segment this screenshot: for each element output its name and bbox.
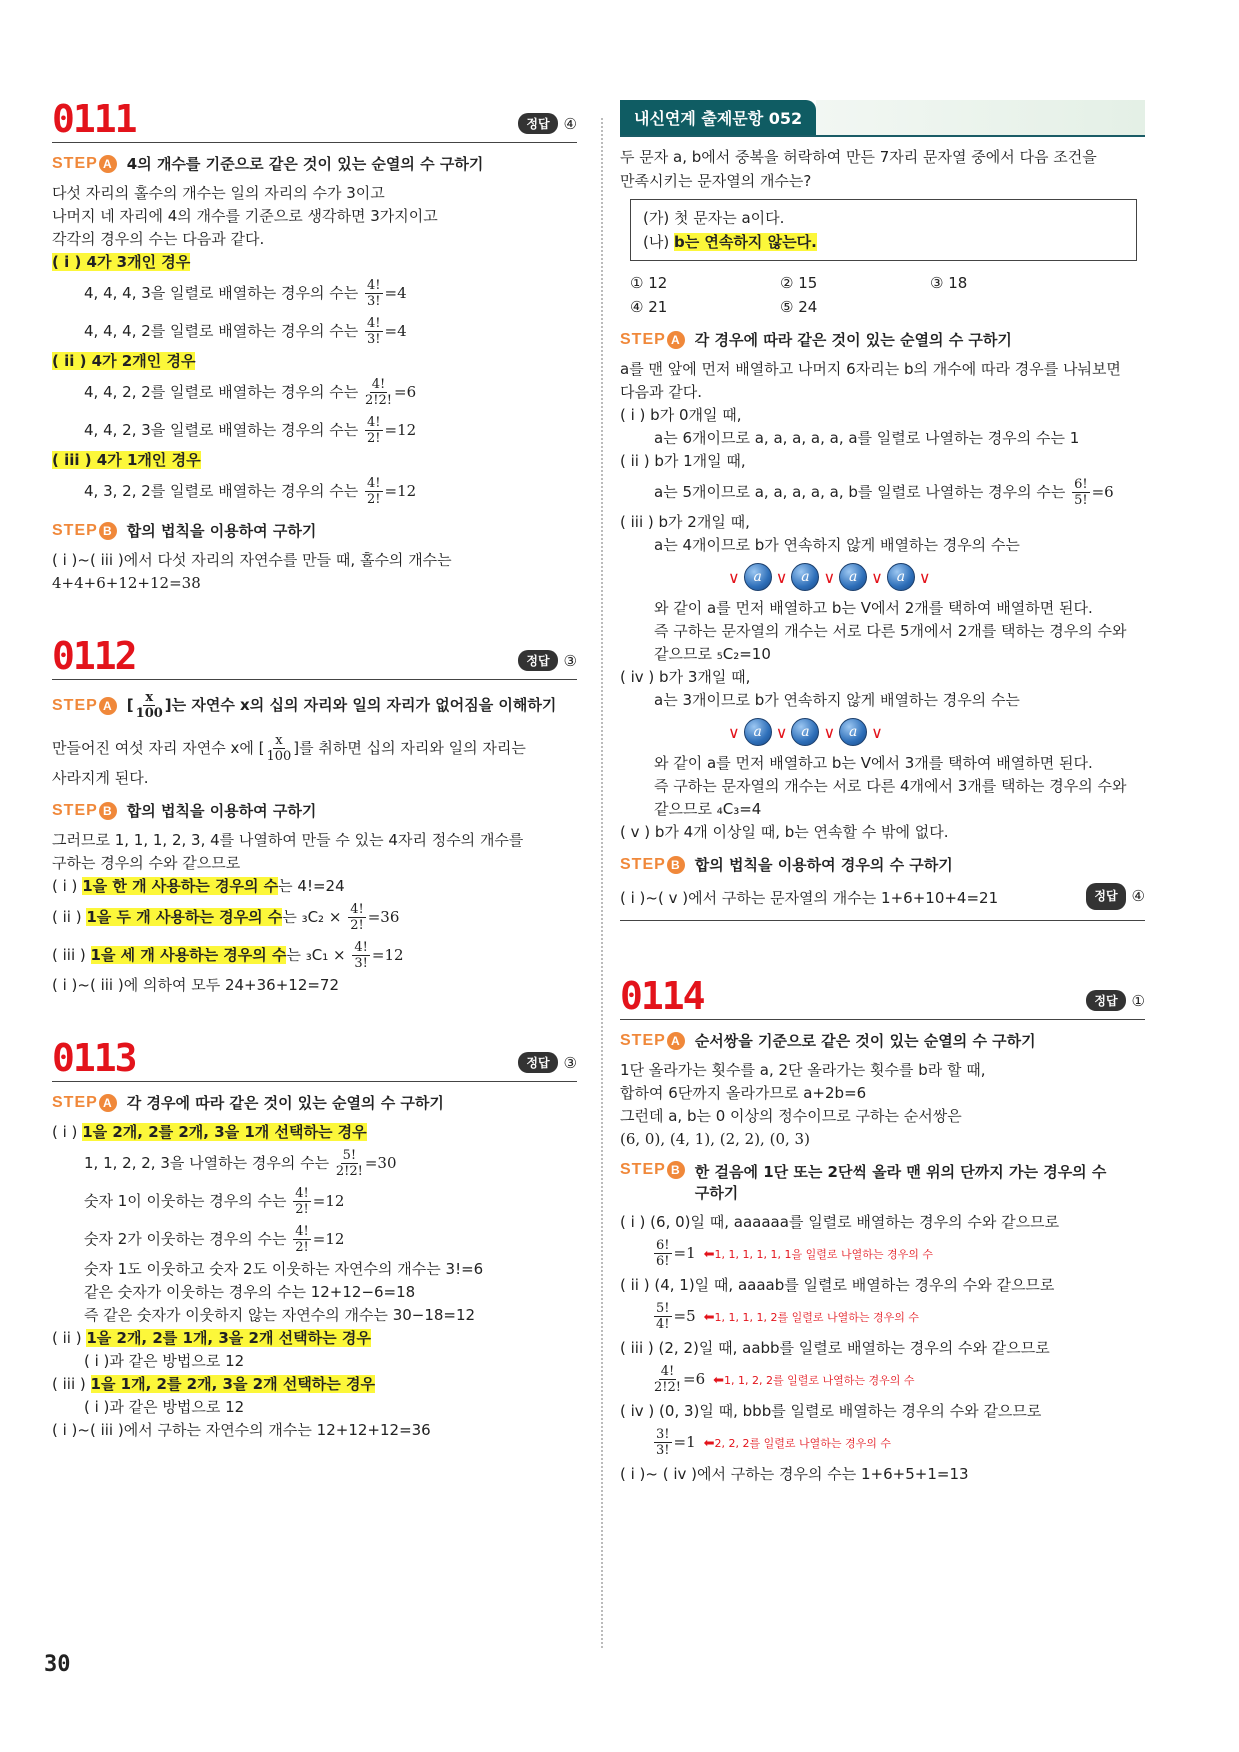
step-b-heading xyxy=(52,800,577,821)
text-line: 사라지게 된다. xyxy=(52,769,149,787)
step-label: STEP B xyxy=(620,1161,685,1179)
ball-a: a xyxy=(744,563,772,591)
v-slot-icon: ∨ xyxy=(823,722,836,742)
question-text: 두 문자 a, b에서 중복을 허락하여 만든 7자리 문자열 중에서 다음 조건을 만족시키는 문자열의 개수는? xyxy=(620,148,1097,190)
step-a-heading xyxy=(620,1030,1145,1051)
v-slot-icon: ∨ xyxy=(918,567,931,587)
calc-line: 4, 4, 4, 2를 일렬로 배열하는 경우의 수는 $\frac{4!}{3!}$ =4 xyxy=(84,316,407,347)
ball-a: a xyxy=(839,718,867,746)
case-heading: ( v ) b가 4개 이상일 때, b는 연속할 수 밖에 없다. xyxy=(620,823,949,841)
step-a-heading xyxy=(52,1092,577,1113)
text-line: 만들어진 여섯 자리 자연수 x에 [ $\frac{x}{100}$ ]를 취하면 십의 자리와 일의 자리는 xyxy=(52,733,526,764)
left-arrow-icon: ⬅ xyxy=(703,1436,715,1451)
answer-value: ③ xyxy=(563,651,577,670)
v-slot-icon: ∨ xyxy=(775,722,788,742)
answer-value: ④ xyxy=(1131,887,1145,905)
step-title: 순서쌍을 기준으로 같은 것이 있는 순열의 수 구하기 xyxy=(694,1032,1036,1050)
answer-value: ③ xyxy=(563,1053,577,1072)
case-heading: ( i ) 1을 2개, 2를 2개, 3을 1개 선택하는 경우 xyxy=(52,1123,367,1141)
ball-a: a xyxy=(839,563,867,591)
step-label: STEP B xyxy=(620,856,685,874)
case-heading: ( i ) b가 0개일 때, xyxy=(620,406,742,424)
step-title: 합의 법칙을 이용하여 구하기 xyxy=(126,802,317,820)
choice: ② 15 xyxy=(780,274,818,292)
answer-tag: 정답 xyxy=(518,650,557,671)
answer-tag: 정답 xyxy=(518,1052,557,1073)
problem-0111 xyxy=(52,97,577,595)
answer-tag: 정답 xyxy=(1086,990,1125,1011)
text-line: 각각의 경우의 수는 다음과 같다. xyxy=(52,230,265,248)
naesin-tag: 내신연계 출제문항 052 xyxy=(620,100,816,135)
answer-tag: 정답 xyxy=(518,113,557,134)
step-b-heading xyxy=(620,1161,1145,1203)
result-line: ( i )~( iii )에 의하여 모두 24+36+12=72 xyxy=(52,976,340,994)
v-slot-icon: ∨ xyxy=(823,567,836,587)
answer-badge xyxy=(1086,990,1145,1011)
step-a-heading xyxy=(52,690,577,721)
case-heading: ( ii ) (4, 1)일 때, aaaab를 일렬로 배열하는 경우의 수와 같으므로 xyxy=(620,1276,1055,1294)
v-slot-icon: ∨ xyxy=(871,722,883,742)
v-slot-icon: ∨ xyxy=(728,722,740,742)
step-label: STEP B xyxy=(52,802,117,820)
calc-line: $\frac{3!}{3!}$ =1 ⬅2, 2, 2를 일렬로 나열하는 경우의 수 xyxy=(656,1427,892,1458)
text-line: 1단 올라가는 횟수를 a, 2단 올라가는 횟수를 b라 할 때, xyxy=(620,1061,986,1079)
left-arrow-icon: ⬅ xyxy=(713,1373,725,1388)
ball-a: a xyxy=(744,718,772,746)
case-line: ( i ) 1을 한 개 사용하는 경우의 수는 4!=24 xyxy=(52,877,345,895)
text-line: 즉 구하는 문자열의 개수는 서로 다른 4개에서 3개를 택하는 경우의 수와 xyxy=(654,777,1127,795)
case-heading: ( iii ) (2, 2)일 때, aabb를 일렬로 배열하는 경우의 수와 같으므로 xyxy=(620,1339,1050,1357)
problem-0112 xyxy=(52,634,577,997)
problem-number: 0112 xyxy=(52,634,136,678)
case-heading: ( ii ) 1을 2개, 2를 1개, 3을 2개 선택하는 경우 xyxy=(52,1329,371,1347)
answer-badge xyxy=(518,1052,577,1073)
answer-tag: 정답 xyxy=(1086,883,1125,910)
step-label: STEP B xyxy=(52,522,117,540)
step-label: STEP A xyxy=(620,331,685,349)
divider xyxy=(620,920,1145,921)
ball-a: a xyxy=(887,563,915,591)
choice: ③ 18 xyxy=(930,274,968,292)
text-line: ( i )~( iii )에서 다섯 자리의 자연수를 만들 때, 홀수의 개수는 xyxy=(52,551,452,569)
case-heading: ( i ) 4가 3개인 경우 xyxy=(52,253,191,271)
text-line: 다섯 자리의 홀수의 개수는 일의 자리의 수가 3이고 xyxy=(52,184,385,202)
problem-0114 xyxy=(620,974,1145,1486)
text-line: 나머지 네 자리에 4의 개수를 기준으로 생각하면 3가지이고 xyxy=(52,207,438,225)
step-label: STEP A xyxy=(52,155,117,173)
text-line: 와 같이 a를 먼저 배열하고 b는 V에서 3개를 택하여 배열하면 된다. xyxy=(654,754,1093,772)
step-a-heading xyxy=(52,153,577,174)
naesin-problem-052 xyxy=(620,100,1145,921)
right-column xyxy=(620,100,1145,1528)
text-line: 그러므로 1, 1, 1, 2, 3, 4를 나열하여 만들 수 있는 4자리 정수의 개수를 xyxy=(52,831,524,849)
problem-header xyxy=(52,97,577,143)
note: ⬅2, 2, 2를 일렬로 나열하는 경우의 수 xyxy=(703,1436,892,1451)
problem-header xyxy=(52,1036,577,1082)
problem-number: 0111 xyxy=(52,97,136,141)
note: ⬅1, 1, 1, 1, 2를 일렬로 나열하는 경우의 수 xyxy=(703,1310,919,1325)
text-line: 그런데 a, b는 0 이상의 정수이므로 구하는 순서쌍은 xyxy=(620,1107,962,1125)
text-line: a를 맨 앞에 먼저 배열하고 나머지 6자리는 b의 개수에 따라 경우를 나눠보면 xyxy=(620,360,1121,378)
text-line: ( i )과 같은 방법으로 12 xyxy=(84,1398,245,1416)
ball-a: a xyxy=(791,563,819,591)
calc-line: 4, 3, 2, 2를 일렬로 배열하는 경우의 수는 $\frac{4!}{2!}$ =12 xyxy=(84,476,417,507)
calc-line: 숫자 2가 이웃하는 경우의 수는 $\frac{4!}{2!}$ =12 xyxy=(84,1224,345,1255)
calc-line: a는 5개이므로 a, a, a, a, a, b를 일렬로 나열하는 경우의 수는 $\frac{6!}{5!}$ =6 xyxy=(654,477,1114,508)
choice: ⑤ 24 xyxy=(780,298,818,316)
step-title: [ $\frac{x}{100}$ ]는 자연수 x의 십의 자리와 일의 자리가 없어짐을 이해하기 xyxy=(126,690,557,721)
text-line: a는 6개이므로 a, a, a, a, a, a를 일렬로 나열하는 경우의 수는 1 xyxy=(654,429,1080,447)
naesin-bar xyxy=(816,100,1145,135)
calc-line: 1, 1, 2, 2, 3을 나열하는 경우의 수는 $\frac{5!}{2!2!}$ =30 xyxy=(84,1148,397,1179)
ball-a: a xyxy=(791,718,819,746)
step-b-heading xyxy=(620,854,1145,875)
text-line: 즉 같은 숫자가 이웃하지 않는 자연수의 개수는 30−18=12 xyxy=(84,1306,476,1324)
step-label: STEP A xyxy=(620,1032,685,1050)
left-column xyxy=(52,97,577,1484)
answer-badge xyxy=(1086,883,1145,910)
case-heading: ( i ) (6, 0)일 때, aaaaaa를 일렬로 배열하는 경우의 수와 같으므로 xyxy=(620,1213,1060,1231)
problem-header xyxy=(620,974,1145,1020)
calc-line: 4, 4, 2, 2를 일렬로 배열하는 경우의 수는 $\frac{4!}{2!2!}$ =6 xyxy=(84,377,417,408)
text-line: 숫자 1도 이웃하고 숫자 2도 이웃하는 자연수의 개수는 3!=6 xyxy=(84,1260,484,1278)
text-line: 와 같이 a를 먼저 배열하고 b는 V에서 2개를 택하여 배열하면 된다. xyxy=(654,599,1093,617)
text-line: ( i )과 같은 방법으로 12 xyxy=(84,1352,245,1370)
step-title: 합의 법칙을 이용하여 경우의 수 구하기 xyxy=(694,856,953,874)
note: ⬅1, 1, 1, 1, 1, 1을 일렬로 나열하는 경우의 수 xyxy=(703,1247,933,1262)
step-label: STEP A xyxy=(52,1094,117,1112)
naesin-header xyxy=(620,100,1145,137)
ball-diagram-3 xyxy=(620,718,1145,746)
case-heading: ( ii ) 4가 2개인 경우 xyxy=(52,352,196,370)
result-line: ( i )~( v )에서 구하는 문자열의 개수는 1+6+10+4=21 정답 ④ xyxy=(620,883,1145,914)
calc-line: 숫자 1이 이웃하는 경우의 수는 $\frac{4!}{2!}$ =12 xyxy=(84,1186,345,1217)
text-line: 같으므로 ₅C₂=10 xyxy=(654,645,771,663)
text-line: 다음과 같다. xyxy=(620,383,702,401)
calc-line: $\frac{5!}{4!}$ =5 ⬅1, 1, 1, 1, 2를 일렬로 나열하는 경우의 수 xyxy=(656,1301,919,1332)
choice: ① 12 xyxy=(630,274,668,292)
step-title: 4의 개수를 기준으로 같은 것이 있는 순열의 수 구하기 xyxy=(126,155,484,173)
case-heading: ( iii ) 4가 1개인 경우 xyxy=(52,451,201,469)
left-arrow-icon: ⬅ xyxy=(703,1247,715,1262)
answer-value: ① xyxy=(1131,991,1145,1010)
answer-value: ④ xyxy=(563,114,577,133)
v-slot-icon: ∨ xyxy=(871,567,883,587)
text-line: 같으므로 ₄C₃=4 xyxy=(654,800,762,818)
choice: ④ 21 xyxy=(630,298,668,316)
v-slot-icon: ∨ xyxy=(775,567,788,587)
case-heading: ( iii ) 1을 1개, 2를 2개, 3을 2개 선택하는 경우 xyxy=(52,1375,375,1393)
condition-line: (나) b는 연속하지 않는다. xyxy=(643,233,817,251)
step-title: 각 경우에 따라 같은 것이 있는 순열의 수 구하기 xyxy=(126,1094,444,1112)
result-line: ( i )~( iii )에서 구하는 자연수의 개수는 12+12+12=36 xyxy=(52,1421,431,1439)
problem-number: 0114 xyxy=(620,974,704,1018)
step-label: STEP A xyxy=(52,697,117,715)
case-line: ( ii ) 1을 두 개 사용하는 경우의 수는 ₃C₂ × $\frac{4!}{2!}$ =36 xyxy=(52,902,400,933)
calc-line: $\frac{4!}{2!2!}$ =6 ⬅1, 1, 2, 2를 일렬로 나열하는 경우의 수 xyxy=(654,1364,915,1395)
case-heading: ( iii ) b가 2개일 때, xyxy=(620,513,750,531)
text-line: a는 3개이므로 b가 연속하지 않게 배열하는 경우의 수는 xyxy=(654,691,1020,709)
text-line: a는 4개이므로 b가 연속하지 않게 배열하는 경우의 수는 xyxy=(654,536,1020,554)
calc-line: 4, 4, 2, 3을 일렬로 배열하는 경우의 수는 $\frac{4!}{2!}$ =12 xyxy=(84,415,417,446)
step-b-heading xyxy=(52,520,577,541)
case-line: ( iii ) 1을 세 개 사용하는 경우의 수는 ₃C₁ × $\frac{4!}{3!}$ =12 xyxy=(52,940,404,971)
text-line: 같은 숫자가 이웃하는 경우의 수는 12+12−6=18 xyxy=(84,1283,416,1301)
column-divider xyxy=(601,118,603,1648)
calc-line: $\frac{6!}{6!}$ =1 ⬅1, 1, 1, 1, 1, 1을 일렬로 나열하는 경우의 수 xyxy=(656,1238,933,1269)
page-number: 30 xyxy=(44,1652,71,1677)
step-title: 합의 법칙을 이용하여 구하기 xyxy=(126,522,317,540)
left-arrow-icon: ⬅ xyxy=(703,1310,715,1325)
case-heading: ( ii ) b가 1개일 때, xyxy=(620,452,746,470)
v-slot-icon: ∨ xyxy=(728,567,740,587)
case-heading: ( iv ) b가 3개일 때, xyxy=(620,668,751,686)
result-line: 4+4+6+12+12=38 xyxy=(52,574,201,592)
step-title: 한 걸음에 1단 또는 2단씩 올라 맨 위의 단까지 가는 경우의 수 구하기 xyxy=(694,1163,1107,1202)
problem-number: 0113 xyxy=(52,1036,136,1080)
answer-badge xyxy=(518,113,577,134)
step-title: 각 경우에 따라 같은 것이 있는 순열의 수 구하기 xyxy=(694,331,1012,349)
problem-header xyxy=(52,634,577,680)
answer-choices xyxy=(620,271,1145,319)
text-line: 구하는 경우의 수와 같으므로 xyxy=(52,854,241,872)
note: ⬅1, 1, 2, 2를 일렬로 나열하는 경우의 수 xyxy=(713,1373,915,1388)
ball-diagram-4 xyxy=(620,563,1145,591)
answer-badge xyxy=(518,650,577,671)
step-a-heading xyxy=(620,329,1145,350)
case-heading: ( iv ) (0, 3)일 때, bbb를 일렬로 배열하는 경우의 수와 같으므로 xyxy=(620,1402,1042,1420)
text-line: 합하여 6단까지 올라가므로 a+2b=6 xyxy=(620,1084,867,1102)
condition-box xyxy=(630,199,1137,261)
problem-0113 xyxy=(52,1036,577,1442)
text-line: (6, 0), (4, 1), (2, 2), (0, 3) xyxy=(620,1130,810,1148)
calc-line: 4, 4, 4, 3을 일렬로 배열하는 경우의 수는 $\frac{4!}{3!}$ =4 xyxy=(84,278,407,309)
text-line: 즉 구하는 문자열의 개수는 서로 다른 5개에서 2개를 택하는 경우의 수와 xyxy=(654,622,1127,640)
condition-line: (가) 첫 문자는 a이다. xyxy=(643,209,785,227)
result-line: ( i )~ ( iv )에서 구하는 경우의 수는 1+6+5+1=13 xyxy=(620,1465,969,1483)
